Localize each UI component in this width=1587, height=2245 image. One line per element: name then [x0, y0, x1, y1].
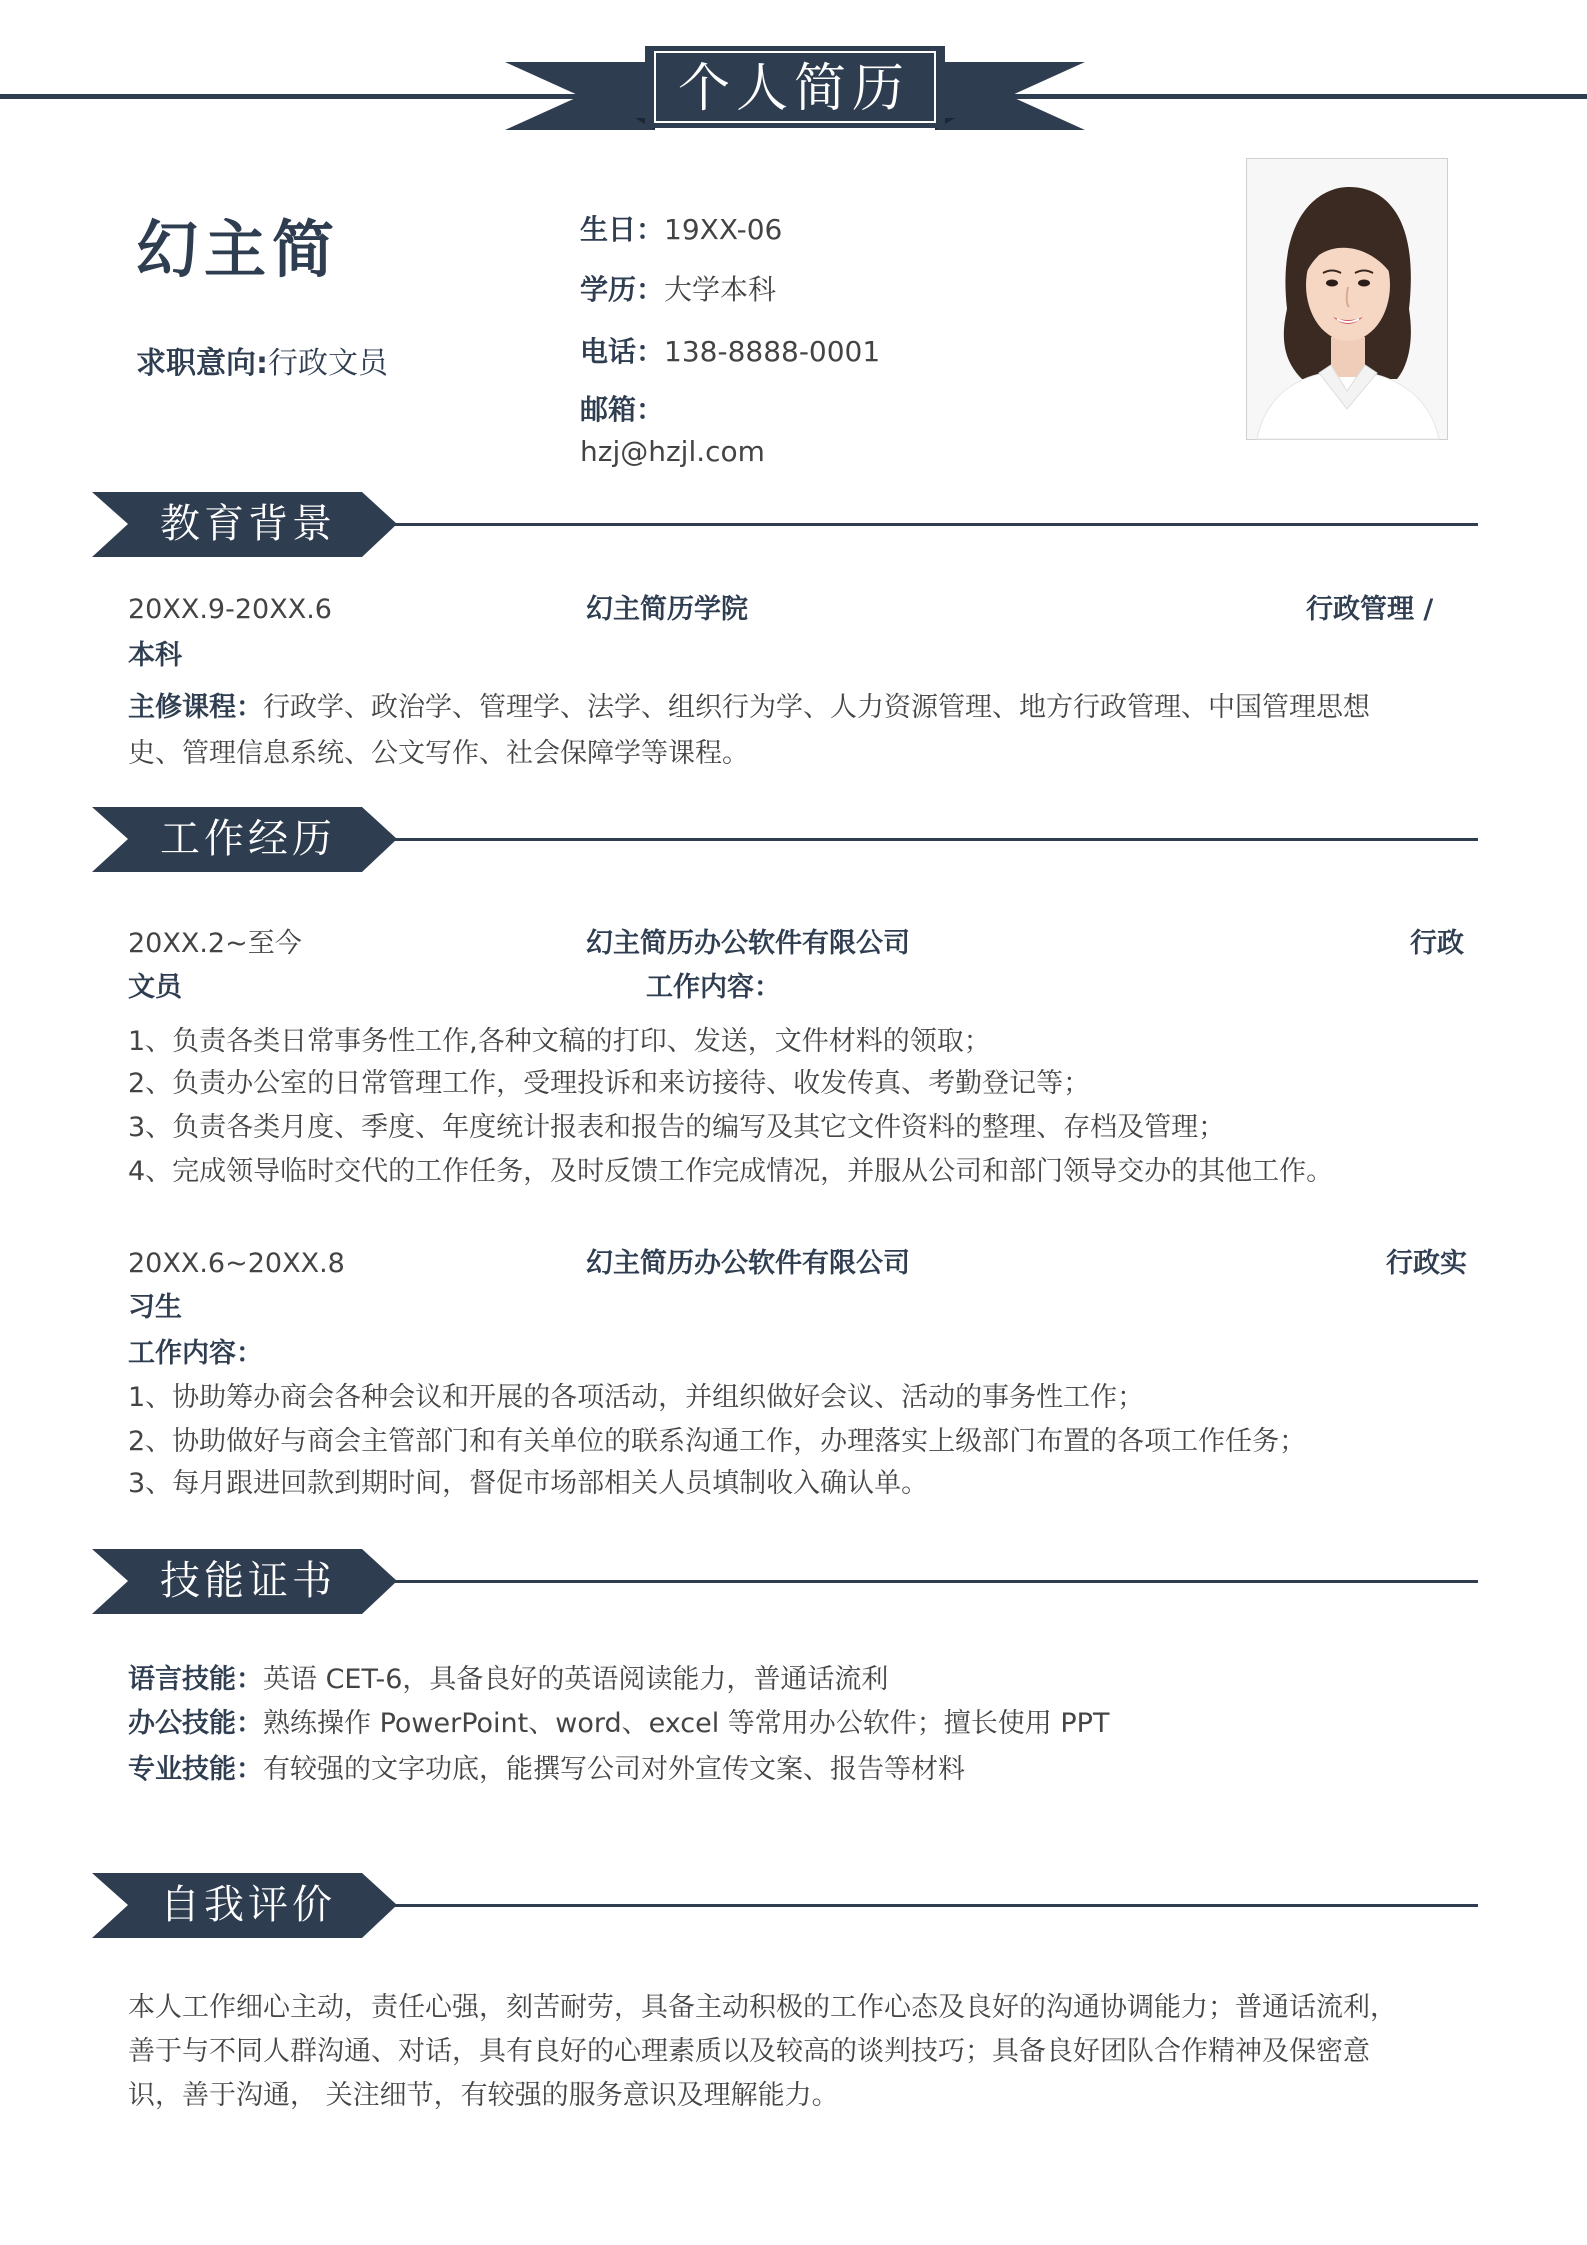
skill-language: [128, 1660, 888, 1700]
job1-item: 4、完成领导临时交代的工作任务，及时反馈工作完成情况，并服从公司和部门领导交办的其他工作。: [128, 1156, 1334, 1187]
portrait-photo: [1246, 158, 1448, 440]
job1-role-b: 文员: [128, 972, 182, 1003]
job2-item: 3、每月跟进回款到期时间，督促市场部相关人员填制收入确认单。: [128, 1468, 929, 1499]
job2-item: 2、协助做好与商会主管部门和有关单位的联系沟通工作，办理落实上级部门布置的各项工作任务；: [128, 1426, 1307, 1457]
info-value: 138-8888-0001: [664, 335, 881, 368]
info-value: 大学本科: [664, 273, 777, 306]
info-label: 学历：: [580, 273, 665, 306]
job-intent-label: 求职意向:: [136, 346, 268, 381]
job-intent-value: 行政文员: [268, 346, 388, 381]
info-email: [580, 388, 664, 428]
edu-courses-line2: 史、管理信息系统、公文写作、社会保障学等课程。: [128, 738, 749, 769]
skill-label: 专业技能：: [128, 1754, 263, 1785]
email-clipped-line: [580, 435, 1080, 468]
job1-role-a: 行政: [1410, 928, 1464, 959]
info-label: 邮箱：: [580, 393, 665, 426]
skill-value: 熟练操作 PowerPoint、word、excel 等常用办公软件；擅长使用 PPT: [263, 1708, 1110, 1739]
job2-company: 幻主简历办公软件有限公司: [586, 1248, 910, 1279]
resume-title: 个人简历: [677, 59, 910, 119]
section-title-work: 工作经历: [160, 816, 336, 862]
info-education: [580, 268, 776, 308]
portrait-photo-icon: [1247, 159, 1447, 439]
edu-degree: 本科: [128, 640, 182, 671]
job2-item: 1、协助筹办商会各种会议和开展的各项活动，并组织做好会议、活动的事务性工作；: [128, 1382, 1145, 1413]
info-phone: [580, 330, 880, 370]
self-eval-line1: 本人工作细心主动，责任心强，刻苦耐劳，具备主动积极的工作心态及良好的沟通协调能力；普通话流利，: [128, 1992, 1397, 2023]
info-birth: [580, 208, 782, 248]
job1-item: 1、负责各类日常事务性工作,各种文稿的打印、发送，文件材料的领取；: [128, 1026, 991, 1057]
job1-company: 幻主简历办公软件有限公司: [586, 928, 910, 959]
info-label: 电话：: [580, 335, 665, 368]
job1-content-label: 工作内容：: [646, 972, 781, 1003]
job1-item: 3、负责各类月度、季度、年度统计报表和报告的编写及其它文件资料的整理、存档及管理；: [128, 1112, 1226, 1143]
skills-divider: [388, 1580, 1478, 1583]
edu-school: 幻主简历学院: [586, 594, 748, 625]
job2-role-b: 习生: [128, 1292, 182, 1323]
skill-professional: [128, 1750, 965, 1790]
section-title-self: 自我评价: [160, 1882, 336, 1928]
info-label: 生日：: [580, 213, 665, 246]
skill-label: 办公技能：: [128, 1708, 263, 1739]
section-title-education: 教育背景: [160, 501, 336, 547]
section-title-skills: 技能证书: [160, 1558, 336, 1604]
job2-role-a: 行政实: [1386, 1248, 1467, 1279]
education-divider: [388, 523, 1478, 526]
edu-period: 20XX.9-20XX.6: [128, 594, 332, 625]
job-intent: [136, 338, 388, 382]
job2-period: 20XX.6~20XX.8: [128, 1248, 345, 1279]
info-value: 19XX-06: [664, 213, 783, 246]
skill-office: [128, 1704, 1109, 1744]
skill-value: 英语 CET-6，具备良好的英语阅读能力，普通话流利: [263, 1664, 889, 1695]
skill-label: 语言技能：: [128, 1664, 263, 1695]
email-value: hzj@hzjl.com: [580, 435, 765, 468]
self-eval-line2: 善于与不同人群沟通、对话，具有良好的心理素质以及较高的谈判技巧；具备良好团队合作精神及保密意: [128, 2036, 1370, 2067]
candidate-name: 幻主简: [136, 213, 341, 286]
job1-period: 20XX.2~至今: [128, 928, 302, 959]
work-divider: [388, 838, 1478, 841]
skill-value: 有较强的文字功底，能撰写公司对外宣传文案、报告等材料: [263, 1754, 965, 1785]
courses-text: 行政学、政治学、管理学、法学、组织行为学、人力资源管理、地方行政管理、中国管理思想: [263, 692, 1370, 723]
self-divider: [388, 1904, 1478, 1907]
courses-label: 主修课程：: [128, 692, 263, 723]
self-eval-line3: 识，善于沟通， 关注细节，有较强的服务意识及理解能力。: [128, 2080, 839, 2111]
job2-content-label: 工作内容：: [128, 1338, 263, 1369]
edu-courses-line1: [128, 688, 1370, 728]
edu-major: 行政管理 /: [1306, 594, 1434, 625]
job2-item-clipped: [128, 1468, 1428, 1499]
job1-item: 2、负责办公室的日常管理工作，受理投诉和来访接待、收发传真、考勤登记等；: [128, 1068, 1091, 1099]
